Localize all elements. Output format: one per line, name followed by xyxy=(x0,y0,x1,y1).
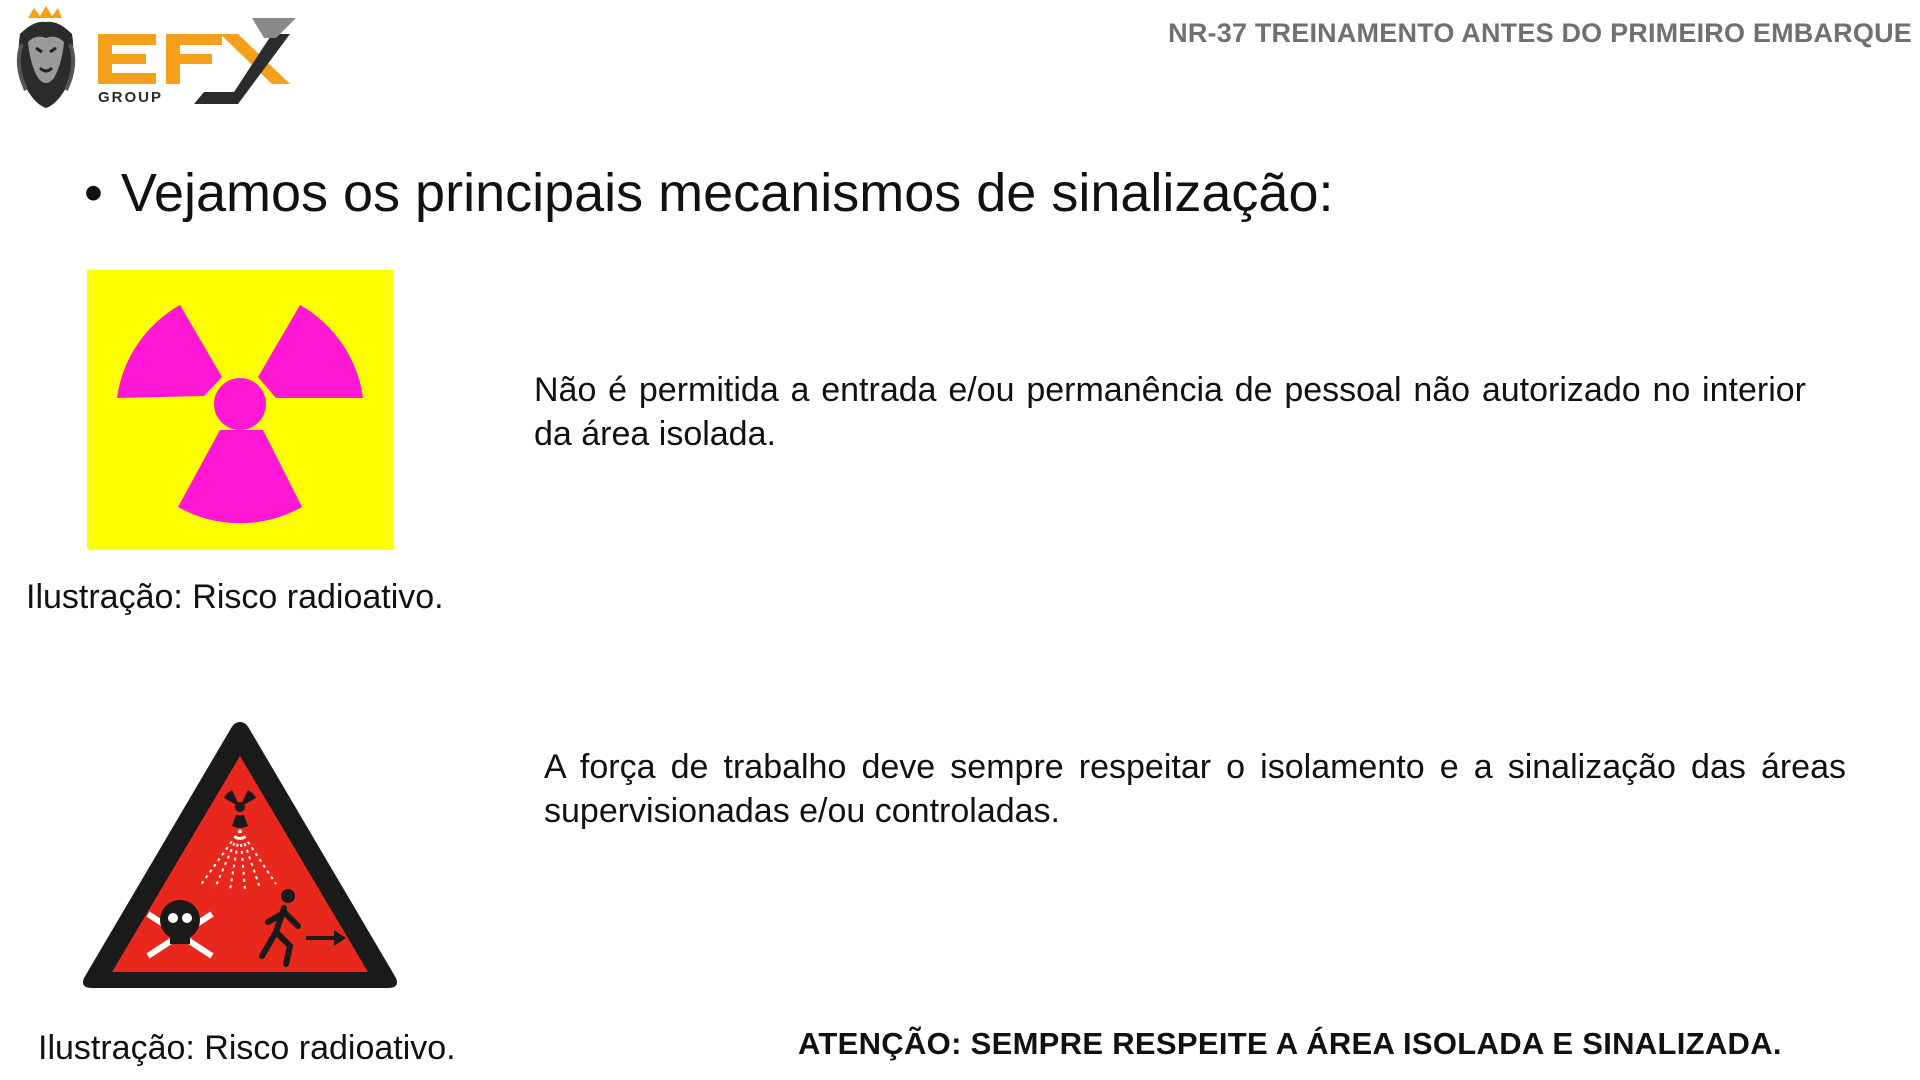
efx-group-logo xyxy=(6,4,296,108)
sign-description-1: Não é permitida a entrada e/ou permanência de pessoal não autorizado no interior da área isolada. xyxy=(534,371,1806,453)
logo-subtext: GROUP xyxy=(98,89,164,106)
logo-letter-f xyxy=(166,34,222,84)
main-heading-text: Vejamos os principais mecanismos de sinalização: xyxy=(120,163,1334,223)
lion-icon xyxy=(19,6,74,108)
sign-description-2: A força de trabalho deve sempre respeitar o isolamento e a sinalização das áreas supervisionadas e/ou controladas. xyxy=(544,748,1846,830)
attention-notice: ATENÇÃO: SEMPRE RESPEITE A ÁREA ISOLADA E SINALIZADA. xyxy=(798,1026,1782,1061)
logo-letter-e xyxy=(98,34,156,84)
sign-caption-2: Ilustração: Risco radioativo. xyxy=(38,1029,456,1067)
main-heading xyxy=(84,162,1333,224)
radiation-trefoil-icon xyxy=(87,270,393,550)
radiation-warning-triangle-icon xyxy=(80,716,400,992)
sign-caption-1: Ilustração: Risco radioativo. xyxy=(26,578,444,616)
bullet-point: • xyxy=(84,163,103,223)
page-header-title: NR-37 TREINAMENTO ANTES DO PRIMEIRO EMBARQUE xyxy=(1168,18,1912,48)
